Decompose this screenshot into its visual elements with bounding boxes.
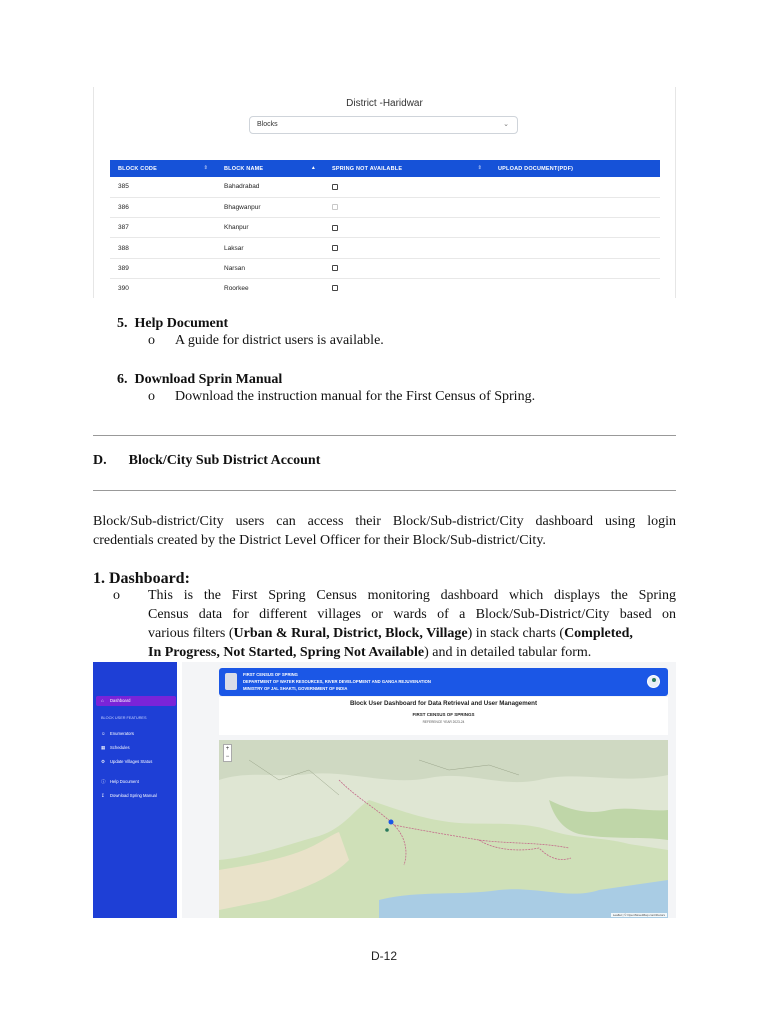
table-row (110, 197, 660, 217)
help-text: A guide for district users is available. (175, 333, 384, 348)
spring-not-available-checkbox[interactable] (332, 245, 338, 251)
intro-line-1: Block/Sub-district/City users can access their Block/Sub-district/City dashboard using login (93, 514, 676, 529)
sidebar-item-download-manual[interactable]: ↧ Download Spring Manual (96, 791, 176, 801)
springs-map[interactable] (219, 740, 668, 918)
dashboard-title-box (219, 697, 668, 735)
sidebar-item-dashboard[interactable]: ⌂ Dashboard (96, 696, 176, 706)
blocks-select-value: Blocks (257, 121, 278, 128)
dashboard-heading: 1. Dashboard: (93, 570, 190, 587)
block-name: Roorkee (216, 278, 324, 298)
home-icon: ⌂ (101, 698, 104, 703)
map-zoom-control (223, 744, 232, 762)
intro-line-2: credentials created by the District Level Officer for their Block/Sub-district/City. (93, 533, 546, 548)
district-title: District -Haridwar (346, 98, 423, 109)
banner-line-3: MINISTRY OF JAL SHAKTI, GOVERNMENT OF INDIA (243, 686, 348, 691)
block-code: 385 (110, 177, 216, 197)
block-code: 387 (110, 218, 216, 238)
divider (93, 435, 676, 436)
dashboard-line-3: various filters (Urban & Rural, District, Block, Village) in stack charts (Completed, (148, 626, 633, 641)
download-icon: ↧ (101, 793, 105, 798)
manual-heading: 6. Download Sprin Manual (117, 372, 283, 387)
block-code: 386 (110, 197, 216, 217)
sort-icon[interactable]: ⇕ (477, 165, 482, 171)
manual-text: Download the instruction manual for the First Census of Spring. (175, 389, 536, 404)
table-row (110, 258, 660, 278)
sort-ascending-icon[interactable]: ▲ (310, 165, 316, 171)
block-code: 388 (110, 238, 216, 258)
help-bullet: o A guide for district users is available. (148, 333, 384, 348)
table-row (110, 278, 660, 298)
divider (93, 490, 676, 491)
reference-year: REFERENCE YEAR 2023-24 (422, 720, 465, 724)
block-name: Bhagwanpur (216, 197, 324, 217)
spring-not-available-checkbox[interactable] (332, 225, 338, 231)
column-header-upload-document[interactable]: UPLOAD DOCUMENT(PDF) (490, 160, 660, 177)
section-d-heading: D. Block/City Sub District Account (93, 453, 321, 468)
dashboard-title: Block User Dashboard for Data Retrieval and User Management (349, 700, 538, 707)
sidebar-section-label: BLOCK USER FEATURES (101, 716, 147, 720)
sidebar-item-schedules[interactable]: ▦ Schedules (96, 743, 176, 753)
emblem-icon (225, 673, 237, 690)
column-header-spring-not-available[interactable]: SPRING NOT AVAILABLE ⇕ (324, 160, 490, 177)
spring-not-available-checkbox[interactable] (332, 265, 338, 271)
sidebar-item-update-villages[interactable]: ⚙ Update Villages Status (96, 757, 176, 767)
gear-icon: ⚙ (101, 759, 106, 764)
map-tiles (219, 740, 668, 918)
block-name: Khanpur (216, 218, 324, 238)
spring-not-available-checkbox[interactable] (332, 204, 338, 210)
user-avatar[interactable] (647, 675, 660, 688)
help-heading: 5. Help Document (117, 316, 229, 331)
table-row (110, 218, 660, 238)
spring-not-available-checkbox[interactable] (332, 184, 338, 190)
dashboard-bullet: o (113, 588, 120, 603)
block-code: 389 (110, 258, 216, 278)
dashboard-line-1: This is the First Spring Census monitoring dashboard which displays the Spring (148, 588, 676, 603)
sort-icon[interactable]: ⇕ (203, 165, 208, 171)
manual-bullet: o Download the instruction manual for the First Census of Spring. (148, 389, 536, 404)
block-name: Narsan (216, 258, 324, 278)
zoom-out-button[interactable]: − (225, 754, 230, 760)
users-icon: ☺ (101, 731, 106, 736)
sidebar (93, 662, 177, 918)
block-code: 390 (110, 278, 216, 298)
banner-line-2: DEPARTMENT OF WATER RESOURCES, RIVER DEVELOPMENT AND GANGA REJUVENATION (243, 679, 431, 684)
zoom-in-button[interactable]: + (225, 746, 230, 752)
table-row (110, 177, 660, 197)
blocks-table (110, 160, 660, 298)
dashboard-line-4: In Progress, Not Started, Spring Not Available) and in detailed tabular form. (148, 645, 592, 660)
blocks-select[interactable] (249, 116, 518, 134)
table-row (110, 238, 660, 258)
block-name: Laksar (216, 238, 324, 258)
dashboard-main (182, 662, 676, 918)
map-attribution: Leaflet | © OpenStreetMap contributors (612, 913, 665, 917)
help-icon: ⓘ (101, 779, 106, 784)
block-name: Bahadrabad (216, 177, 324, 197)
banner-line-1: FIRST CENSUS OF SPRING (243, 672, 298, 677)
chevron-down-icon: ⌄ (503, 121, 509, 128)
sidebar-item-help-document[interactable]: ⓘ Help Document (96, 777, 176, 787)
dashboard-subtitle: FIRST CENSUS OF SPRINGS (412, 712, 475, 717)
column-header-block-code[interactable]: BLOCK CODE ⇕ (110, 160, 216, 177)
header-banner (219, 668, 668, 696)
calendar-icon: ▦ (101, 745, 106, 750)
dashboard-line-2: Census data for different villages or wards of a Block/Sub-District/City based on (148, 607, 676, 622)
block-dashboard-screenshot (93, 662, 676, 918)
district-blocks-screenshot (93, 87, 676, 298)
column-header-block-name[interactable]: BLOCK NAME ▲ (216, 160, 324, 177)
spring-not-available-checkbox[interactable] (332, 285, 338, 291)
sidebar-item-enumerators[interactable]: ☺ Enumerators (96, 729, 176, 739)
page-number: D-12 (370, 949, 397, 963)
